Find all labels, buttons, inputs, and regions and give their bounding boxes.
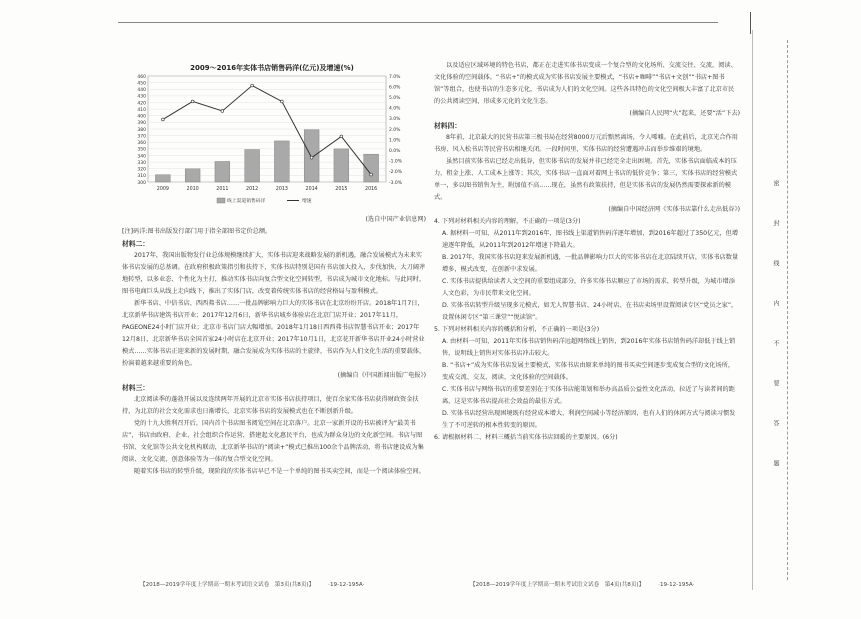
y-right-tick-label: 7.0% [389, 74, 401, 80]
growth-point [370, 173, 373, 176]
question-5: 5. 下列对材料相关内容的概括和分析，不正确的一项是(3分) [434, 326, 600, 333]
y-left-tick-label: 320 [137, 167, 146, 173]
material-2-para-2: 新华书店、中信书店、西西弗书店……一批品牌影响力巨大的实体书店在北京纷纷开店。2018年1月7日，北京新华书店建筑书店开业；2017年12月6日，新华书店城乡体验店在北京门店开业；2017年11月，PAGEONE24小时门店开业；北京市书店门店大幅增加。2018年1月18日西西弗书店智慧书店开业；2017年12月8日，北京新华书店全国首家24小时店在北京开业；2017年10月1日，北京花开新华书店开业24小时营业模式……实体书店正迎来新的发展时期，融合发展成为实体书店的主旋律，书店作为人们文化生活的重要载体，扮演着越来越重要的角色。 [122, 300, 426, 367]
y-left-tick-label: 340 [137, 154, 146, 160]
material-3-para-1: 北京阅读季的蓬勃开展以及连续两年开展的北京市实体书店扶持项目，使百余家实体书店获得财政资金扶持，为北京的社会文化需求也日渐增长，北京实体书店的发展模式也在不断创新升级。 [122, 396, 419, 415]
question-5-option-a: A. 由材料一可知，2011年实体书店销售码洋远超网络线上销售，到2016年实体书店销售码洋却低于线上销售，说明线上销售对实体书店冲击较大。 [442, 338, 736, 357]
y-right-tick-label: -1.0% [389, 159, 403, 165]
question-4-option-d: D. 实体书店转型升级呈现多元模式，如无人智慧书店、24小时店、在书店卖场里设置阅读专区“党员之家”，设置休闲专区“第三课堂”“悦读馆”。 [442, 302, 738, 321]
question-5-option-c: C. 实体书店与网络书店的重要差别在于实体书店能策划和举办高品质公益性文化活动，拉近了与读者间的距离，这是实体书店提高社会效益的最佳方式。 [442, 386, 735, 405]
seal-label-7: 答 [772, 420, 779, 432]
left-column [122, 60, 426, 478]
chart-note: [注]码洋:图书出版发行部门用于指全部图书定价总额。 [122, 228, 272, 235]
right-footer: 【2018—2019学年度上学期高一期末考试语文试卷 第4页(共8页)】 ·19-12-195A· [470, 582, 695, 588]
x-tick-label: 2015 [335, 187, 348, 192]
chart-title: 2009～2016年实体书店销售码洋(亿元)及增速(%) [190, 64, 354, 72]
seal-label-8: 题 [772, 460, 779, 472]
seal-dashed-line [787, 40, 788, 580]
y-right-tick-label: 6.0% [389, 85, 401, 91]
legend-line-label: 增速 [302, 199, 312, 204]
material-3-para-3: 随着实体书店的转型升级，现阶段的实体书店早已不是一个单纯的图书买卖空间，而是一个阅读体验空间。 [134, 468, 425, 475]
seal-label-4: 内 [772, 300, 779, 312]
question-4-option-a: A. 据材料一可知，从2011年到2016年，图书线上渠道销售码洋逐年增加，到2016年超过了350亿元，但增速逐年降低，从2011年到2012年增速下降最大。 [442, 230, 739, 249]
material-4-title: 材料四： [434, 122, 462, 130]
growth-point [310, 156, 313, 159]
legend-bar-swatch [217, 198, 225, 203]
x-tick-label: 2012 [246, 187, 259, 192]
seal-label-1: 密 [772, 180, 779, 192]
bar [185, 169, 200, 182]
y-left-tick-label: 330 [137, 160, 146, 166]
material-2-para-1: 2017年，我国出版物发行业总体规模继续扩大，实体书店迎来战略发展的新机遇，融合发展模式为未来实体书店发展的总基调。在政府积极政策指引和扶持下，实体书店特别是国有书店加大投入，步伐加快，大刀阔斧地转型，以多业态、个性化为主打，推动实体书店向复合型文化空间转型，书店成为城市文化地标。与此同时，图书电商巨头从线上走向线下，推出了实体门店，改变着传统实体书店的经营格局与盈利模式。 [122, 252, 426, 295]
x-tick-label: 2014 [305, 187, 318, 192]
y-right-tick-label: 3.0% [389, 117, 401, 123]
material-2-source: (摘编自《中国新闻出版广电报》) [337, 372, 426, 379]
growth-point [340, 135, 343, 138]
material-3-title: 材料三： [122, 384, 150, 392]
x-tick-label: 2009 [156, 187, 169, 192]
y-right-tick-label: 4.0% [389, 106, 401, 112]
y-left-tick-label: 310 [137, 174, 146, 180]
y-left-tick-label: 350 [137, 147, 146, 153]
seal-label-5: 不 [772, 340, 779, 352]
x-tick-label: 2013 [275, 187, 288, 192]
right-column [434, 60, 740, 444]
growth-point [191, 100, 194, 103]
y-left-tick-label: 460 [137, 74, 146, 80]
y-left-tick-label: 450 [137, 81, 146, 87]
y-left-tick-label: 360 [137, 141, 146, 147]
chart-source: (选自中国产业信息网) [365, 216, 426, 223]
y-right-tick-label: -2.0% [389, 170, 403, 176]
material-3-source: (摘编自人民网“火”起来，还要“活”下去) [629, 110, 740, 117]
top-tick-mark [750, 12, 751, 34]
y-right-tick-label: 0.0% [389, 149, 401, 154]
top-border [118, 22, 718, 23]
material-3-cont: 以及适应区域环境的特色书店，都正在走进实体书店变成一个复合型的文化场所、交流交往、交流，阅读、文化体验的空间载体。“书店+”的模式成为实体书店发展主要模式，“书店+咖啡”“书店+文创”“书店+图书馆”等组合，也使书店的生态多元化，书店成为人们的文化空间。这些各具特色的文化空间极大丰富了北京市民的公共阅读空间，形成多元化的文化生态。 [434, 62, 737, 105]
seal-margin [752, 30, 813, 590]
bar [334, 149, 349, 182]
question-5-option-b: B. “书店+”成为实体书店发展主要模式，实体书店由原来单纯的图书买卖空间逐步变成复合型的文化场所，变成交流、交友、阅读、文化体验的空间载体。 [442, 362, 735, 381]
x-tick-label: 2010 [186, 187, 199, 192]
question-6: 6. 请根据材料二、材料三概括当前实体书店回暖的主要原因。(6分) [434, 434, 618, 441]
x-tick-label: 2011 [216, 187, 229, 192]
y-left-tick-label: 370 [137, 134, 146, 140]
bar [274, 141, 289, 182]
seal-label-6: 要 [772, 380, 779, 392]
y-right-tick-label: 1.0% [389, 138, 401, 144]
x-tick-label: 2016 [365, 187, 378, 192]
growth-point [161, 118, 164, 121]
material-4-para-2: 虽然目前实体书店已经走出低谷，但实体书店的发展并非已经完全走出困境。首先，实体书店面临成本的压力，租金上涨、人工成本上涨等；其次，实体书店一直面对着网上书店的低价竞争；第三，实体书店的经营模式单一，多以图书销售为主，附加值不高……现在，虽然有政策扶持，但是实体书店的发展仍然需要探索新的模式。 [434, 158, 738, 201]
bar [304, 130, 319, 182]
material-2-title: 材料二： [122, 240, 150, 248]
material-3-para-2: 党的十九大胜利召开后，国内首个书店图书阅览空间在北京落户。北京一家新开设的书店被评为“最美书店”，书店由政府、企业、社会组织合作运营，搭建起文化惠民平台，也成为群众身边的文化新空间。书店与图书馆、文化馆等公共文化机构联动，北京新华书店的“阅读+”模式已推出100余个品牌活动，将书店建设成为集阅读、文化交流、创意体验等为一体的复合型文化空间。 [122, 420, 424, 463]
legend-bar-label: 线上渠道销售码洋 [227, 199, 266, 204]
y-right-tick-label: 5.0% [389, 96, 401, 101]
y-left-tick-label: 420 [137, 101, 146, 107]
bar [215, 161, 230, 182]
y-left-tick-label: 400 [137, 114, 146, 120]
y-left-tick-label: 300 [137, 180, 146, 186]
y-left-tick-label: 380 [137, 127, 146, 133]
chart-svg [122, 60, 422, 210]
y-left-tick-label: 390 [137, 121, 146, 127]
bar [155, 175, 170, 182]
growth-point [221, 110, 224, 113]
seal-label-2: 封 [772, 220, 779, 232]
y-right-tick-label: 2.0% [389, 127, 401, 133]
question-5-option-d: D. 实体书店经营出现困境既有经营成本增大、利润空间减小等经济原因，也有人们的休闲方式与阅读习惯发生了不可逆转的根本性转变的原因。 [442, 410, 736, 429]
y-left-tick-label: 410 [137, 107, 146, 113]
material-4-source: (摘编自中国经济网《实体书店靠什么走出低谷》) [608, 206, 740, 213]
question-4-option-c: C. 实体书店提供给读者人文空间的重要组成部分，许多实体书店顺应了市场的需求，转型升级，为城市增添人文色彩，为市民带来文化空间。 [442, 278, 735, 297]
y-left-tick-label: 430 [137, 94, 146, 100]
growth-point [251, 84, 254, 87]
question-4: 4. 下列对材料相关内容的理解，不正确的一项是(3分) [434, 218, 581, 225]
material-4-para-1: 8年前，北京最大的民营书店第三极书局在经营8000万元后黯然离场，令人唏嘘。在此前后，北京光合作用书房、风入松书店等民营书店相继关闭。一段时间里，实体书店的经营遭遇冲击而举步维艰的境地。 [434, 134, 738, 153]
y-right-tick-label: -3.0% [389, 180, 403, 186]
y-left-tick-label: 440 [137, 88, 146, 94]
bar [245, 150, 260, 182]
left-footer: 【2018—2019学年度上学期高一期末考试语文试卷 第3页(共8页)】 ·19-12-195A· [140, 582, 365, 588]
question-4-option-b: B. 2017年，我国实体书店迎来发展新机遇，一批品牌影响力巨大的实体书店在北京陆续开店，实体书店数量增多，模式改变，在创新中求发展。 [442, 254, 739, 273]
sales-chart [122, 60, 422, 210]
seal-label-3: 线 [772, 260, 779, 272]
growth-point [280, 100, 283, 103]
